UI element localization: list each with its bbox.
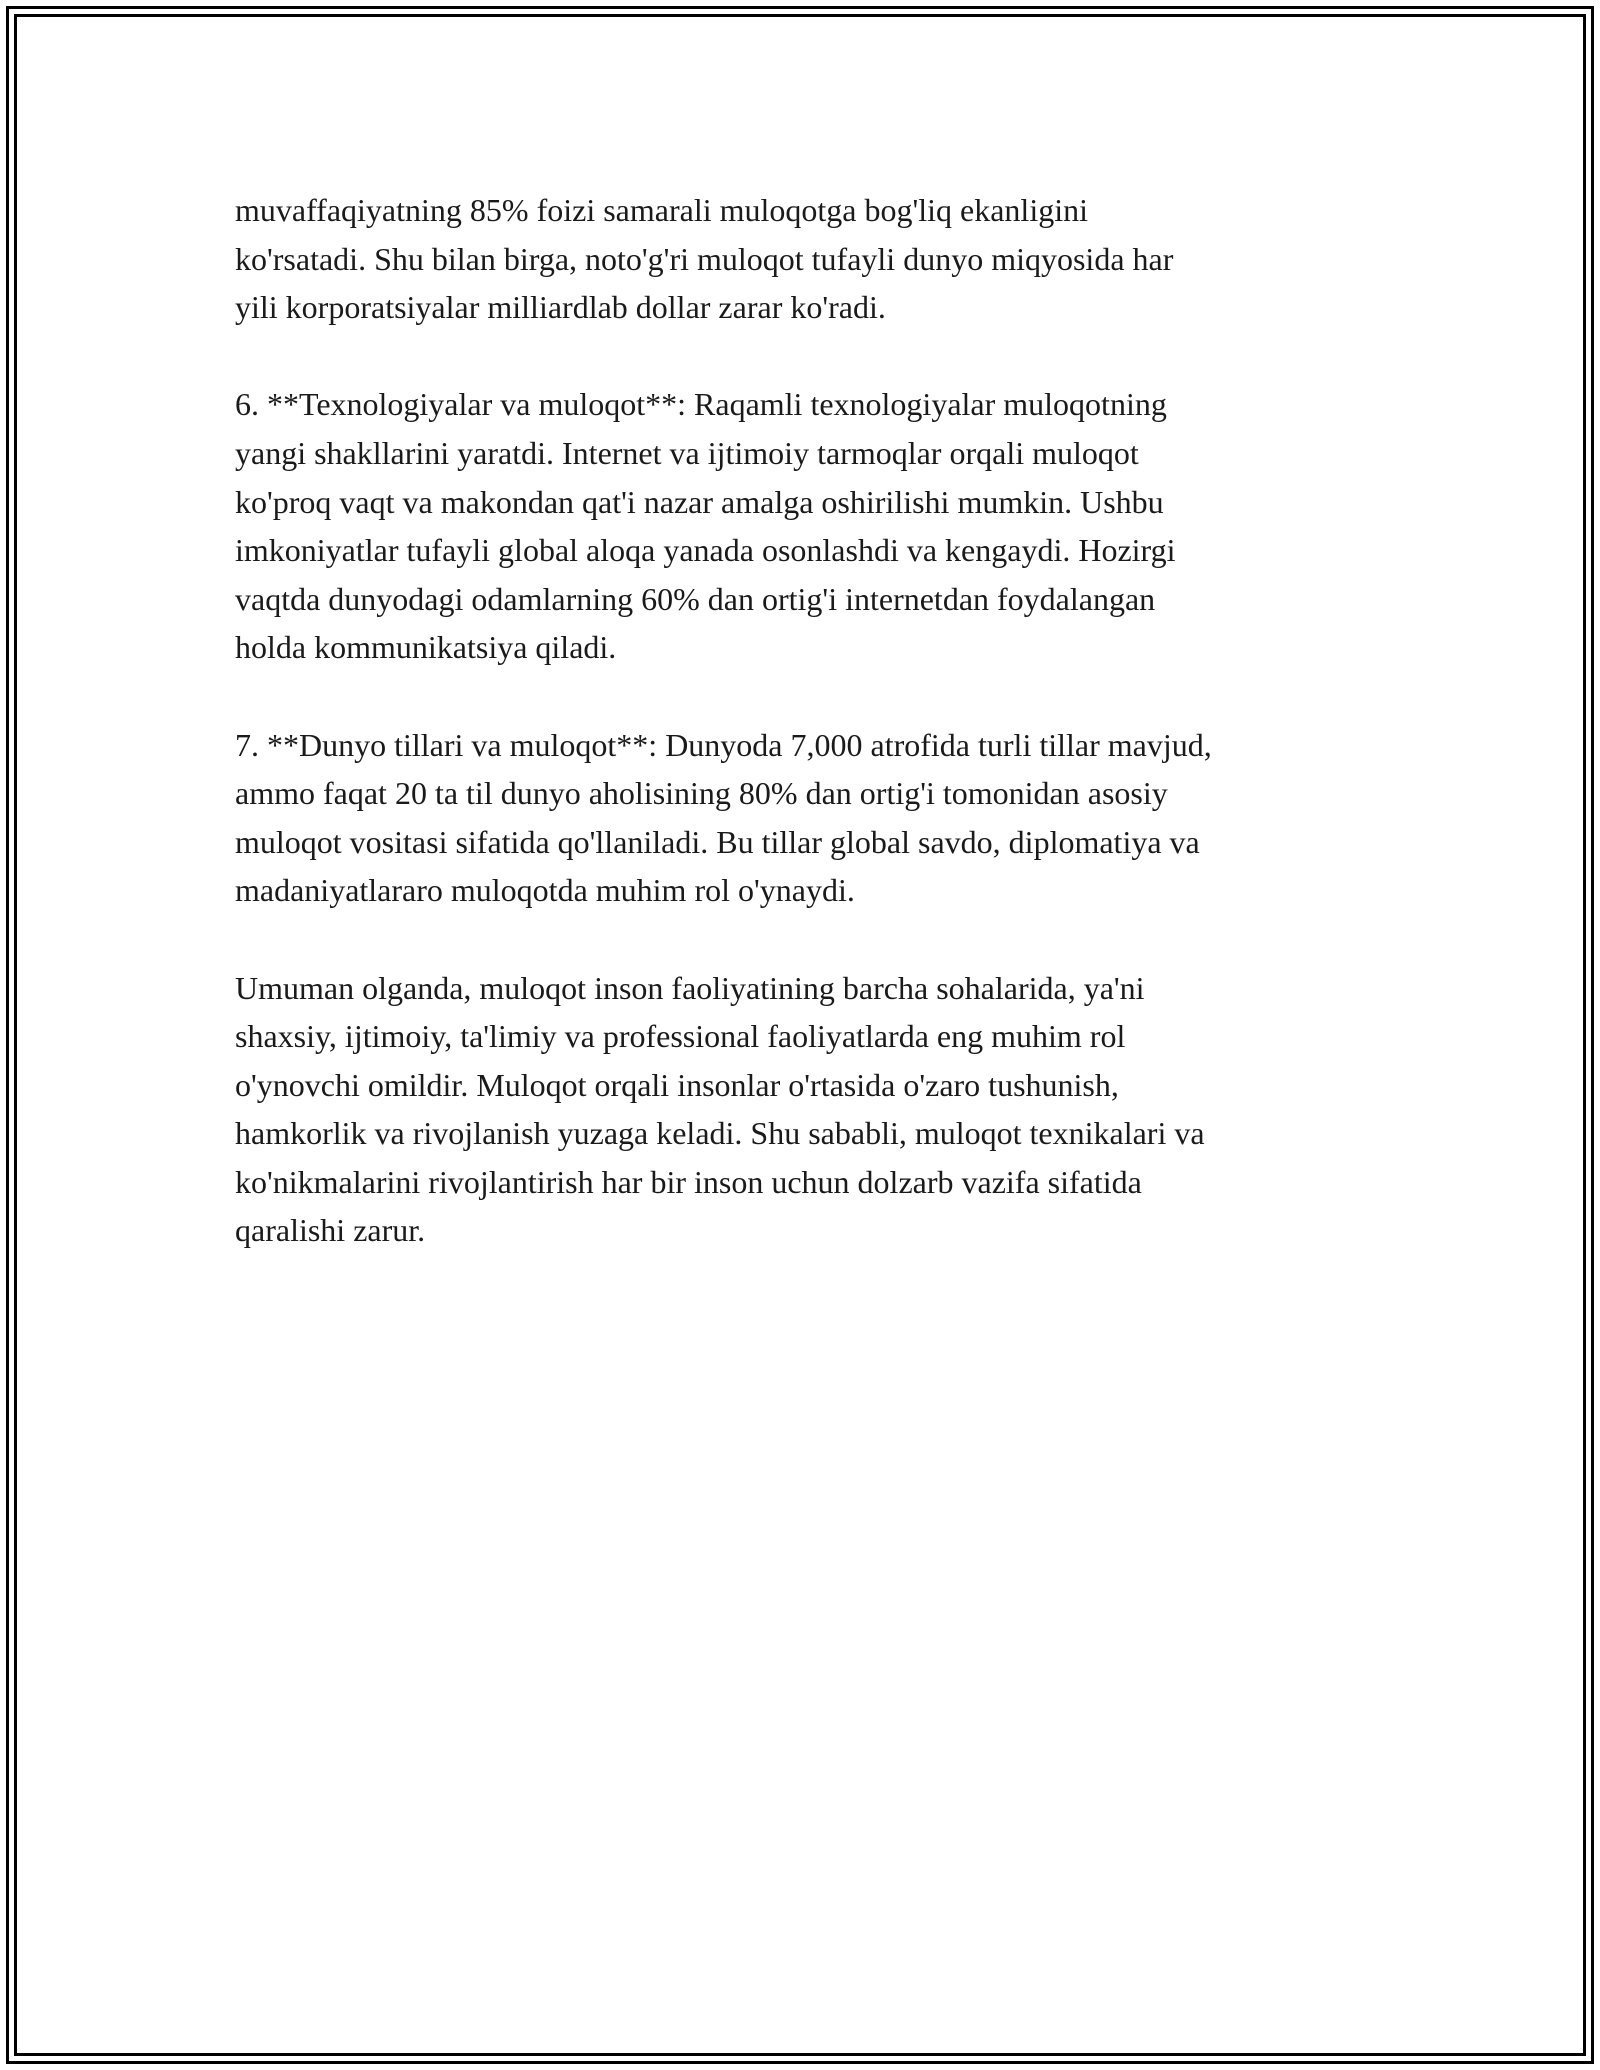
text-line: 7. **Dunyo tillari va muloqot**: Dunyoda 7,000 atrofida turli tillar mavjud, xyxy=(235,726,1212,763)
paragraph-spacer xyxy=(235,332,1375,381)
paragraph-conclusion xyxy=(235,964,1375,1256)
text-line: hamkorlik va rivojlanish yuzaga keladi. Shu sababli, muloqot texnikalari va xyxy=(235,1115,1205,1152)
text-line: muvaffaqiyatning 85% foizi samarali muloqotga bog'liq ekanligini xyxy=(235,192,1088,228)
paragraph-spacer xyxy=(235,672,1375,721)
text-line: imkoniyatlar tufayli global aloqa yanada osonlashdi va kengaydi. Hozirgi xyxy=(235,532,1176,569)
paragraph-world-languages xyxy=(235,721,1375,915)
text-line: yili korporatsiyalar milliardlab dollar zarar ko'radi. xyxy=(235,289,886,326)
text-line: ko'rsatadi. Shu bilan birga, noto'g'ri muloqot tufayli dunyo miqyosida har xyxy=(235,240,1174,277)
text-line: ammo faqat 20 ta til dunyo aholisining 80% dan ortig'i tomonidan asosiy xyxy=(235,775,1168,812)
text-line: shaxsiy, ijtimoiy, ta'limiy va professional faoliyatlarda eng muhim rol xyxy=(235,1018,1126,1055)
document-body xyxy=(235,186,1375,1255)
paragraph-intro-continuation xyxy=(235,186,1375,332)
text-line: muloqot vositasi sifatida qo'llaniladi. Bu tillar global savdo, diplomatiya va xyxy=(235,823,1200,860)
text-line: ko'proq vaqt va makondan qat'i nazar amalga oshirilishi mumkin. Ushbu xyxy=(235,483,1164,520)
text-line: ko'nikmalarini rivojlantirish har bir inson uchun dolzarb vazifa sifatida xyxy=(235,1163,1142,1200)
paragraph-technologies xyxy=(235,380,1375,672)
text-line: qaralishi zarur. xyxy=(235,1212,426,1249)
text-line: 6. **Texnologiyalar va muloqot**: Raqamli texnologiyalar muloqotning xyxy=(235,386,1167,423)
paragraph-spacer xyxy=(235,915,1375,964)
text-line: o'ynovchi omildir. Muloqot orqali insonlar o'rtasida o'zaro tushunish, xyxy=(235,1066,1119,1103)
text-line: yangi shakllarini yaratdi. Internet va ijtimoiy tarmoqlar orqali muloqot xyxy=(235,434,1139,471)
text-line: madaniyatlararo muloqotda muhim rol o'ynaydi. xyxy=(235,872,855,909)
text-line: vaqtda dunyodagi odamlarning 60% dan ortig'i internetdan foydalangan xyxy=(235,580,1156,617)
text-line: Umuman olganda, muloqot inson faoliyatining barcha sohalarida, ya'ni xyxy=(235,969,1145,1006)
text-line: holda kommunikatsiya qiladi. xyxy=(235,629,617,666)
